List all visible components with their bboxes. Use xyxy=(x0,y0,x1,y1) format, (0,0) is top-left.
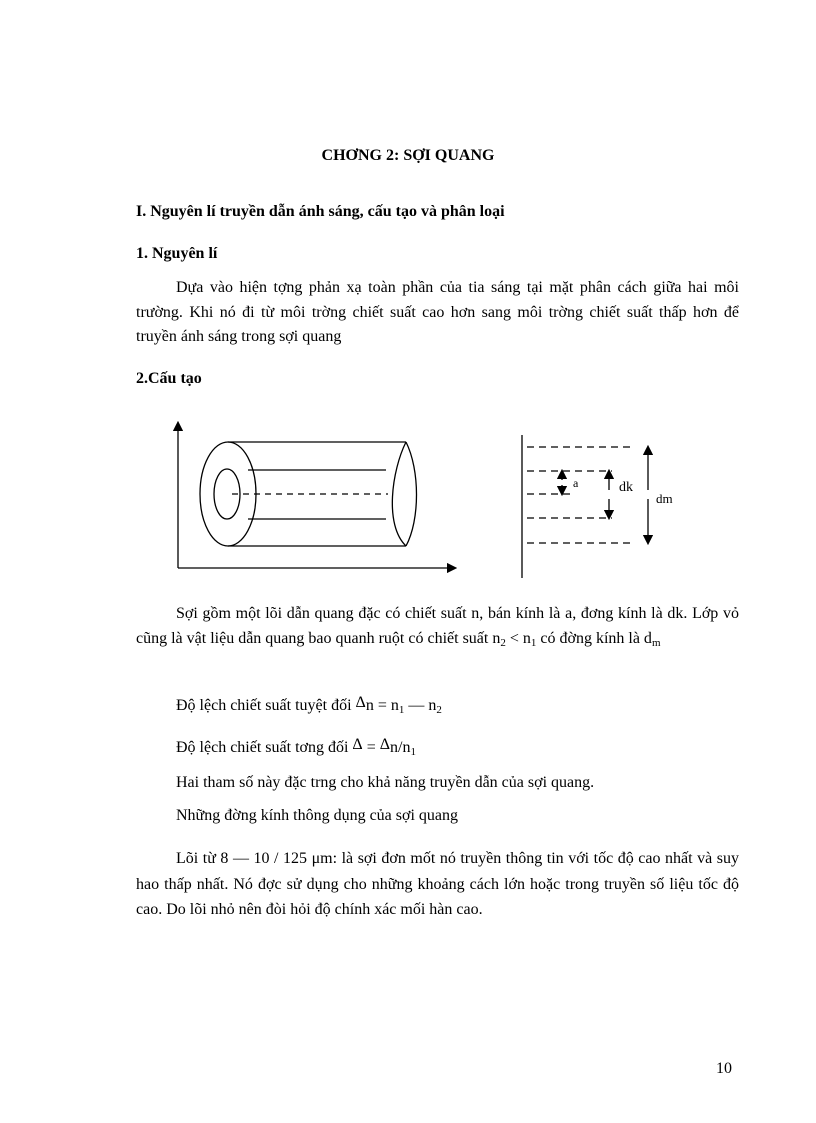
core-paragraph: Lõi từ 8 — 10 / 125 μm: là sợi đơn mốt nó truyền thông tin với tốc độ cao nhất và suy hao thấp nhất. Nó đợc sử dụng cho những khoảng cách lớn hoặc trong truyền số liệu tốc độ cao. Do lõi nhỏ nên đòi hỏi độ chính xác mối hàn cao. xyxy=(136,850,739,918)
label-dk: dk xyxy=(619,480,633,495)
label-a: a xyxy=(573,476,579,490)
relative-index-deviation: Độ lệch chiết suất tơng đối $\Delta = \Delta n/n_1$ xyxy=(176,736,416,758)
common-diameters-line: Những đờng kính thông dụng của sợi quang xyxy=(176,807,459,824)
absolute-index-deviation: Độ lệch chiết suất tuyệt đối $\Delta n = n_1$ — $n_2$ xyxy=(176,694,442,716)
chapter-title: CHƠNG 2: SỢI QUANG xyxy=(321,147,495,164)
fiber-3d-drawing xyxy=(178,426,452,568)
label-dm: dm xyxy=(656,491,673,506)
subsection-heading-structure: 2.Cấu tạo xyxy=(136,370,202,387)
subsection-heading-principle: 1. Nguyên lí xyxy=(136,245,218,262)
page-number: 10 xyxy=(716,1060,732,1077)
principle-paragraph: Dựa vào hiện tợng phản xạ toàn phần của tia sáng tại mặt phân cách giữa hai môi trường. Khi nó đi từ môi trờng chiết suất cao hơn sang môi trờng chiết suất thấp hơn để truyền ánh sáng trong sợi quang xyxy=(136,279,739,345)
parameters-line: Hai tham số này đặc trng cho khả năng truyền dẫn của sợi quang. xyxy=(176,774,595,791)
diameter-diagram xyxy=(522,435,648,578)
section-heading: I. Nguyên lí truyền dẫn ánh sáng, cấu tạo và phân loại xyxy=(136,203,505,220)
structure-paragraph: Sợi gồm một lõi dẫn quang đặc có chiết suất n, bán kính là a, đơng kính là dk. Lớp vỏ cũng là vật liệu dẫn quang bao quanh ruột có chiết suất $n_2 < n_1$ có đờng kính là $d_m$ xyxy=(136,605,739,649)
